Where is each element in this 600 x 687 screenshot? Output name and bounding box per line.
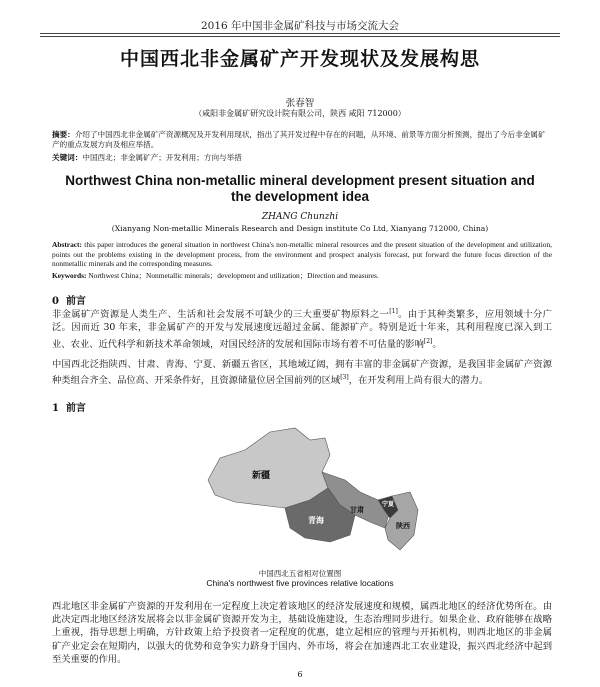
keywords-cn-label: 关键词： xyxy=(52,153,83,162)
keywords-en-text: Northwest China；Nonmetallic minerals；development and utilization；Direction and measures. xyxy=(86,271,379,280)
keywords-en-label: Keywords: xyxy=(52,271,87,280)
abstract-en xyxy=(52,240,552,269)
keywords-en xyxy=(52,270,552,281)
running-header: 2016 年中国非金属矿科技与市场交流大会 xyxy=(200,20,400,32)
region-label-qinghai: 青海 xyxy=(308,515,324,525)
section-heading-1 xyxy=(52,399,86,414)
paragraph-2: 中国西北泛指陕西、甘肃、青海、宁夏、新疆五省区，其地域辽阔，拥有丰富的非金属矿产资源，是我国非金属矿产资源种类组合齐全、品位高、开采条件好，且资源储量位居全国前列的区域[3]，在开发利用上尚有很大的潜力。 xyxy=(52,359,552,387)
paragraph-3: 西北地区非金属矿产资源的开发利用在一定程度上决定着该地区的经济发展速度和规模，属西北地区的经济优势所在。由此决定西北地区经济发展将会以非金属矿资源开发为主，基础设施建设，生态治理同步进行。如果企业、政府能够在战略上重视，指导思想上明确，方针政策上给予投资者一定程度的优惠，建立起相应的管理与开拓机构，则西北地区的非金属矿产业定会在短期内，以强大的优势和竞争实力跻身于国内、外市场，将会在加速西北工农业建设，振兴西北经济中起到至关重要的作用。 xyxy=(52,601,552,665)
affiliation-en: (Xianyang Non-metallic Minerals Research and Design institute Co Ltd, Xianyang 712000, China) xyxy=(111,224,489,233)
paper-title-cn: 中国西北非金属矿产开发现状及发展构思 xyxy=(119,48,480,70)
section-title: 前言 xyxy=(65,403,86,414)
figure-caption-cn: 中国西北五省相对位置图 xyxy=(258,569,342,578)
abstract-cn-label: 摘要： xyxy=(52,130,75,139)
paragraph-1: 非金属矿产资源是人类生产、生活和社会发展不可缺少的三大重要矿物原料之一[1]。由于其种类繁多，应用领域十分广泛。因而近 30 年来，非金属矿产的开发与发展速度远超过金属、能源矿产。特别是近十年来，其利用程度已深入到工业、农业、近代科学和新技术革命领域，对国民经济的发展和国际市场有着不可估量的影响[2]。 xyxy=(52,308,552,350)
keywords-cn xyxy=(52,152,552,163)
header-rule-lower xyxy=(40,36,560,37)
page-number: 6 xyxy=(297,670,303,679)
region-label-shaanxi: 陕西 xyxy=(396,521,410,530)
abstract-cn-text: 介绍了中国西北非金属矿产资源概况及开发利用现状，指出了其开发过程中存在的问题，从环境、前景等方面分析预测，提出了今后非金属矿产的重点发展方向及相应举措。 xyxy=(52,130,546,149)
abstract-cn xyxy=(52,130,552,150)
region-label-ningxia: 宁夏 xyxy=(382,501,395,508)
figure-caption-en: China's northwest five provinces relative locations xyxy=(206,578,394,588)
author-en: ZHANG Chunzhi xyxy=(261,212,339,222)
region-label-xinjiang: 新疆 xyxy=(252,471,271,481)
abstract-en-label: Abstract: xyxy=(52,240,82,249)
region-xinjiang xyxy=(208,428,330,508)
section-number: 0 xyxy=(52,296,59,307)
northwest-provinces-map xyxy=(200,410,430,570)
affiliation-cn: （咸阳非金属矿研究设计院有限公司，陕西 咸阳 712000） xyxy=(194,109,406,118)
header-rule xyxy=(40,33,560,34)
abstract-en-text: this paper introduces the general situation in northwest China's non-metallic mineral resources and the present situation of the development and utilization, points out the problems existing in the development process, from the environment and prospect analysis forecast, put forward the future focus direction of the nonmetallic minerals and the corresponding measures. xyxy=(52,240,552,269)
section-title: 前言 xyxy=(65,296,86,307)
section-number: 1 xyxy=(52,403,59,414)
keywords-cn-text: 中国西北；非金属矿产；开发利用；方向与举措 xyxy=(82,153,242,162)
paper-title-en: Northwest China non-metallic mineral development present situation and the development idea xyxy=(65,173,535,204)
author-cn: 张春智 xyxy=(285,98,315,109)
region-label-gansu: 甘肃 xyxy=(350,505,364,514)
